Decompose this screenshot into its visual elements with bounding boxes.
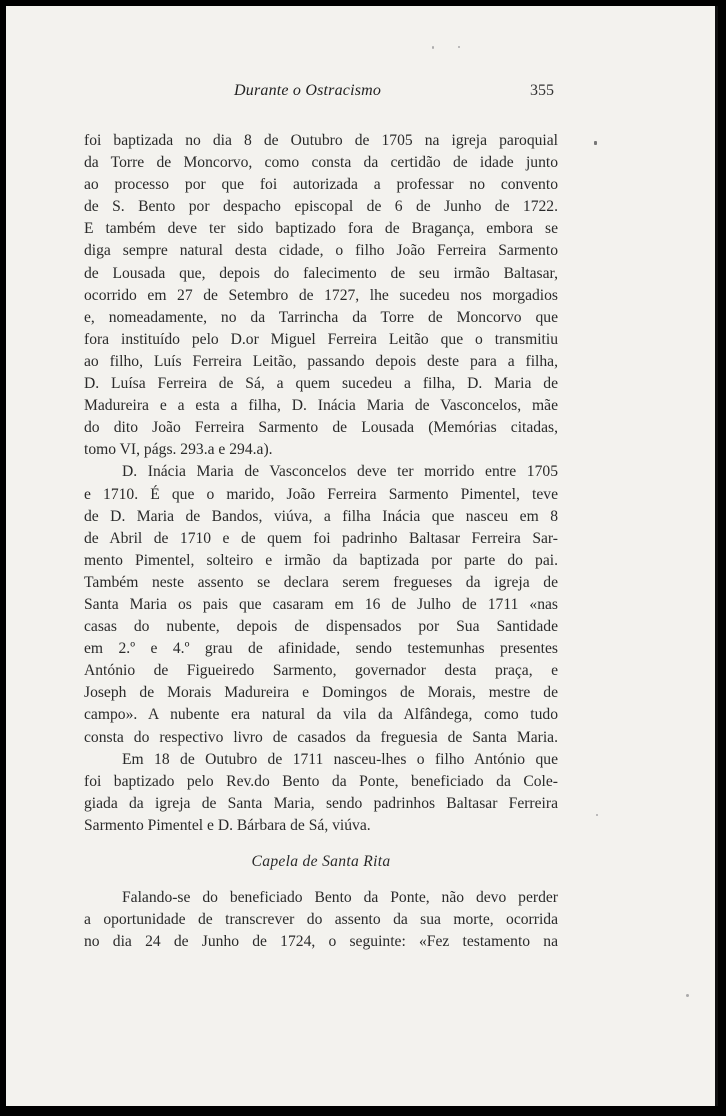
text-line: casas do nubente, depois de dispensados por Sua Santidade [84, 618, 558, 636]
text-line: E também deve ter sido baptizado fora de Bragança, embora se [84, 220, 558, 238]
speck [686, 994, 689, 997]
text-line: foi baptizado pelo Rev.do Bento da Ponte, beneficiado da Cole- [84, 772, 558, 790]
text-line: Santa Maria os pais que casaram em 16 de Julho de 1711 «nas [84, 595, 558, 613]
text-line: no dia 24 de Junho de 1724, o seguinte: «Fez testamento na [84, 933, 558, 951]
paragraph-start-line: D. Inácia Maria de Vasconcelos deve ter morrido entre 1705 [122, 463, 558, 481]
text-line: giada da igreja de Santa Maria, sendo padrinhos Baltasar Ferreira [84, 794, 558, 812]
book-page [6, 6, 718, 1106]
text-line: de Abril de 1710 e de quem foi padrinho Baltasar Ferreira Sar- [84, 529, 558, 547]
text-line: e, nomeadamente, no da Tarrincha da Torre de Moncorvo que [84, 308, 558, 326]
text-line: fora instituído pelo D.or Miguel Ferreira Leitão que o transmitiu [84, 330, 558, 348]
running-title: Durante o Ostracismo [234, 82, 382, 99]
text-line: a oportunidade de transcrever do assento da sua morte, ocorrida [84, 911, 558, 929]
speck [458, 46, 460, 48]
text-line: da Torre de Moncorvo, como consta da certidão de idade junto [84, 154, 558, 172]
text-line: tomo VI, págs. 293.a e 294.a). [84, 441, 273, 459]
section-heading: Capela de Santa Rita [251, 853, 391, 870]
text-line: diga sempre natural desta cidade, o filho João Ferreira Sarmento [84, 242, 558, 260]
text-line: mento Pimentel, solteiro e irmão da baptizada por parte do pai. [84, 551, 558, 569]
text-line: Joseph de Morais Madureira e Domingos de Morais, mestre de [84, 684, 558, 702]
text-line: Também neste assento se declara serem fregueses da igreja de [84, 573, 558, 591]
page-header [6, 82, 715, 106]
text-line: campo». A nubente era natural da vila da Alfândega, como tudo [84, 706, 558, 724]
text-line: de S. Bento por despacho episcopal de 6 de Junho de 1722. [84, 198, 558, 216]
text-line: de Lousada que, depois do falecimento de seu irmão Baltasar, [84, 264, 558, 282]
paragraph-start-line: Em 18 de Outubro de 1711 nasceu-lhes o filho António que [122, 750, 558, 768]
speck [596, 814, 598, 816]
text-line: foi baptizada no dia 8 de Outubro de 1705 na igreja paroquial [84, 132, 558, 149]
text-line: consta do respectivo livro de casados da freguesia de Santa Maria. [84, 728, 558, 746]
text-line: ocorrido em 27 de Setembro de 1727, lhe sucedeu nos morgadios [84, 286, 558, 304]
margin-mark [594, 141, 597, 145]
text-line: D. Luísa Ferreira de Sá, a quem sucedeu a filha, D. Maria de [84, 375, 558, 393]
body-text [84, 130, 558, 953]
text-line: e 1710. É que o marido, João Ferreira Sarmento Pimentel, teve [84, 485, 558, 503]
speck [432, 46, 434, 49]
text-line: António de Figueiredo Sarmento, governador desta praça, e [84, 662, 558, 680]
page-number: 355 [530, 82, 554, 99]
paragraph-start-line: Falando-se do beneficiado Bento da Ponte, não devo perder [122, 889, 558, 907]
text-line: em 2.º e 4.º grau de afinidade, sendo testemunhas presentes [84, 640, 558, 658]
text-line: Sarmento Pimentel e D. Bárbara de Sá, viúva. [84, 816, 371, 834]
text-line: ao filho, Luís Ferreira Leitão, passando depois deste para a filha, [84, 352, 558, 370]
text-line: do dito João Ferreira Sarmento de Lousada (Memórias citadas, [84, 419, 558, 437]
text-line: Madureira e a esta a filha, D. Inácia Maria de Vasconcelos, mãe [84, 397, 558, 415]
text-line: ao processo por que foi autorizada a professar no convento [84, 176, 558, 194]
text-line: de D. Maria de Bandos, viúva, a filha Inácia que nasceu em 8 [84, 507, 558, 525]
